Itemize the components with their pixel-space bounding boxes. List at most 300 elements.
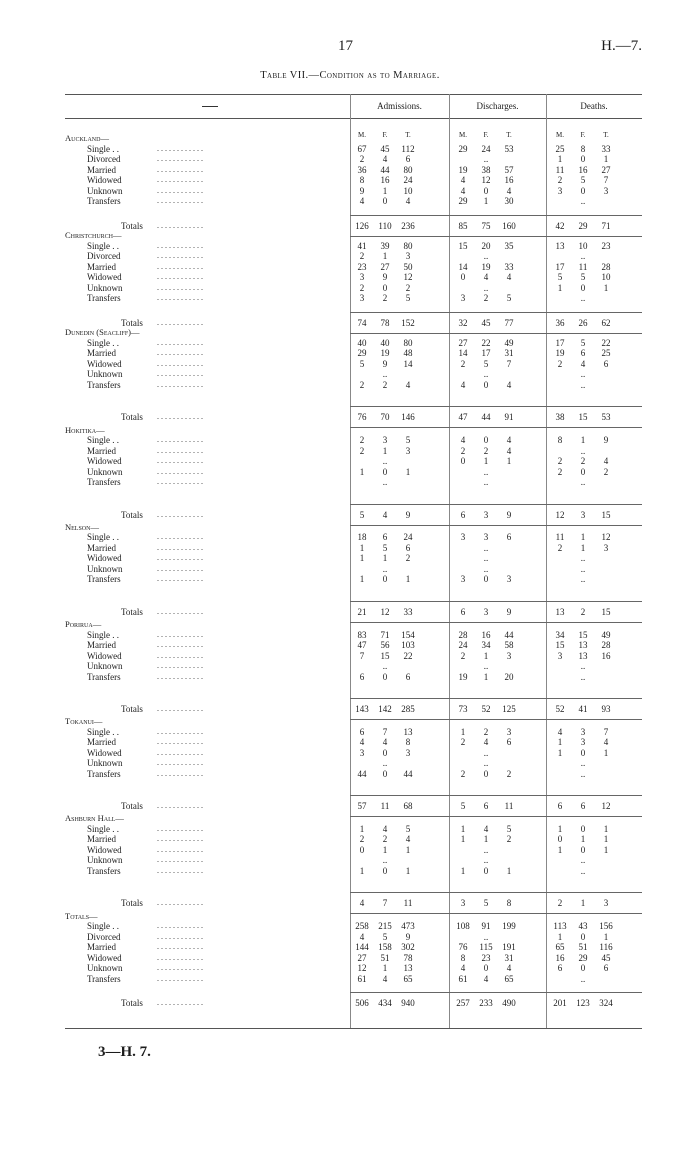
- value-cell: 1: [603, 823, 609, 834]
- value-cell: 35: [504, 240, 514, 251]
- value-cell: 6: [405, 671, 411, 682]
- leader-dots: . . . . . . . . . . . .: [157, 640, 203, 649]
- subheader-cell: T.: [603, 131, 609, 139]
- leader-dots: . . . . . . . . . . . .: [157, 143, 203, 153]
- row-label: Transfers: [87, 196, 121, 206]
- table-row: [65, 758, 642, 769]
- page-number: 17: [338, 38, 353, 54]
- totals-cell: 11: [504, 801, 514, 812]
- totals-row: [65, 221, 642, 232]
- value-cell: 7: [359, 650, 365, 661]
- value-cell: ..: [483, 251, 489, 262]
- value-cell: 27: [601, 164, 611, 175]
- row-label: Single . .: [87, 337, 120, 348]
- totals-cell: 285: [401, 704, 415, 714]
- table-row: [65, 467, 642, 478]
- value-cell: 57: [504, 164, 514, 175]
- row-label: Married: [87, 737, 116, 748]
- row-label: Widowed: [87, 272, 122, 283]
- value-cell: 29: [357, 348, 367, 359]
- value-cell: 10: [601, 272, 611, 283]
- value-cell: 51: [578, 942, 588, 953]
- totals-cell: 70: [380, 412, 390, 423]
- leader-dots: . . . . . . . . . . . .: [157, 337, 203, 347]
- value-cell: ..: [483, 553, 489, 564]
- value-cell: 5: [405, 293, 411, 304]
- value-cell: 1: [603, 282, 609, 293]
- leader-dots: . . . . . . . . . . . .: [157, 973, 203, 983]
- totals-cell: 41: [578, 704, 588, 714]
- value-cell: 15: [458, 240, 468, 251]
- value-cell: ..: [382, 477, 388, 488]
- table-row: [65, 748, 642, 759]
- value-cell: ..: [580, 369, 586, 380]
- totals-rule: [350, 698, 642, 699]
- subheader-cell: M.: [556, 131, 564, 139]
- totals-cell: 76: [357, 412, 367, 423]
- row-label: Widowed: [87, 952, 122, 963]
- row-label: Divorced: [87, 931, 121, 942]
- value-cell: 40: [357, 337, 367, 348]
- row-label: Single . .: [87, 240, 120, 251]
- leader-dots: . . . . . . . . . . . .: [157, 574, 203, 584]
- value-cell: 53: [504, 143, 514, 154]
- value-cell: ..: [580, 973, 586, 984]
- value-cell: ..: [382, 456, 388, 467]
- value-cell: 65: [555, 942, 565, 953]
- totals-label: Totals: [121, 509, 143, 520]
- value-cell: 1: [460, 834, 466, 845]
- value-cell: 0: [483, 865, 489, 876]
- leader-dots: . . . . . . . . . . . .: [157, 855, 203, 865]
- totals-cell: 26: [578, 317, 588, 328]
- value-cell: 1: [557, 747, 563, 758]
- value-cell: 78: [403, 952, 413, 963]
- value-cell: 8: [359, 175, 365, 185]
- value-cell: 2: [460, 445, 466, 456]
- value-cell: 19: [481, 261, 491, 272]
- leader-dots: . . . . . . . . . . . .: [157, 185, 203, 195]
- value-cell: 16: [601, 650, 611, 661]
- leader-dots: . . . . . . . . . . . .: [157, 952, 203, 962]
- section-name: Auckland—: [65, 133, 109, 143]
- totals-cell: 52: [555, 704, 565, 714]
- row-label: Transfers: [87, 574, 121, 585]
- totals-cell: 85: [458, 220, 468, 231]
- value-cell: ..: [483, 154, 489, 164]
- row-label: Widowed: [87, 358, 122, 369]
- totals-cell: 6: [460, 509, 466, 520]
- leader-dots: . . . . . . . . . . . .: [157, 261, 203, 271]
- leader-dots: . . . . . . . . . . . .: [157, 379, 203, 389]
- value-cell: ..: [483, 747, 489, 758]
- table-row: [65, 262, 642, 273]
- value-cell: 1: [557, 931, 563, 942]
- leader-dots: . . . . . . . . . . . .: [157, 998, 203, 1008]
- totals-cell: 506: [355, 998, 369, 1009]
- value-cell: 0: [580, 931, 586, 942]
- value-cell: ..: [382, 369, 388, 380]
- value-cell: ..: [580, 574, 586, 585]
- value-cell: 7: [506, 358, 512, 369]
- leader-dots: . . . . . . . . . . . .: [157, 445, 203, 455]
- leader-dots: . . . . . . . . . . . .: [157, 282, 203, 292]
- value-cell: 16: [481, 629, 491, 640]
- value-cell: ..: [580, 865, 586, 876]
- value-cell: 4: [506, 963, 512, 974]
- value-cell: ..: [483, 282, 489, 293]
- leader-dots: . . . . . . . . . . . .: [157, 240, 203, 250]
- value-cell: 13: [403, 963, 413, 974]
- table-row: [65, 435, 642, 446]
- subheader-cell: F.: [382, 131, 388, 139]
- row-label: Married: [87, 942, 116, 953]
- value-cell: 4: [382, 154, 388, 164]
- totals-cell: 13: [555, 606, 565, 617]
- totals-label: Totals: [121, 801, 143, 812]
- table-row: [65, 737, 642, 748]
- subheader-cell: F.: [483, 131, 489, 139]
- value-cell: 10: [403, 185, 413, 196]
- value-cell: 7: [382, 726, 388, 737]
- leader-dots: . . . . . . . . . . . .: [157, 466, 203, 476]
- value-cell: 14: [403, 358, 413, 369]
- value-cell: 16: [504, 175, 514, 185]
- value-cell: 1: [359, 553, 365, 564]
- value-cell: 0: [382, 747, 388, 758]
- value-cell: 2: [460, 650, 466, 661]
- value-cell: 2: [359, 282, 365, 293]
- value-cell: 115: [479, 942, 493, 953]
- value-cell: 15: [555, 640, 565, 650]
- value-cell: 8: [405, 737, 411, 748]
- row-label: Widowed: [87, 747, 122, 758]
- row-label: Single . .: [87, 726, 120, 737]
- value-cell: 5: [405, 435, 411, 446]
- row-label: Single . .: [87, 629, 120, 640]
- totals-rule: [350, 406, 642, 407]
- value-cell: 31: [504, 952, 514, 963]
- table-row: [65, 251, 642, 262]
- value-cell: 12: [357, 963, 367, 974]
- totals-cell: 7: [382, 898, 388, 909]
- value-cell: 3: [483, 532, 489, 543]
- value-cell: 12: [481, 175, 491, 185]
- leader-dots: . . . . . . . . . . . .: [157, 671, 203, 681]
- table-row: [65, 769, 642, 780]
- totals-cell: 12: [601, 801, 611, 812]
- value-cell: 23: [601, 240, 611, 251]
- value-cell: 2: [557, 358, 563, 369]
- table-row: [65, 963, 642, 974]
- row-label: Widowed: [87, 844, 122, 855]
- value-cell: 144: [355, 942, 369, 953]
- leader-dots: . . . . . . . . . . . .: [157, 737, 203, 747]
- leader-dots: . . . . . . . . . . . .: [157, 154, 203, 163]
- header-discharges: Discharges.: [476, 101, 519, 111]
- totals-label: Totals: [121, 317, 143, 328]
- value-cell: ..: [483, 855, 489, 866]
- leader-dots: . . . . . . . . . . . .: [157, 921, 203, 931]
- totals-cell: 940: [401, 998, 415, 1009]
- value-cell: 14: [458, 261, 468, 272]
- value-cell: ..: [382, 758, 388, 769]
- value-cell: 51: [380, 952, 390, 963]
- value-cell: 103: [401, 640, 415, 650]
- value-cell: 1: [382, 185, 388, 196]
- value-cell: 5: [580, 272, 586, 283]
- value-cell: 2: [603, 466, 609, 477]
- table-row: [65, 953, 642, 964]
- row-label: Single . .: [87, 823, 120, 834]
- section-rule: [350, 816, 642, 817]
- totals-cell: 15: [601, 606, 611, 617]
- value-cell: 0: [580, 747, 586, 758]
- value-cell: 0: [382, 671, 388, 682]
- value-cell: 16: [555, 952, 565, 963]
- table-row: [65, 456, 642, 467]
- value-cell: 0: [382, 865, 388, 876]
- value-cell: ..: [382, 661, 388, 671]
- value-cell: 1: [483, 834, 489, 845]
- value-cell: 16: [380, 175, 390, 185]
- totals-row: [65, 412, 642, 423]
- header-rule: [65, 118, 642, 119]
- value-cell: 61: [357, 973, 367, 984]
- row-label: Single . .: [87, 921, 120, 932]
- row-label: Transfers: [87, 477, 121, 488]
- row-label: Unknown: [87, 758, 123, 769]
- value-cell: 1: [580, 532, 586, 543]
- value-cell: 113: [553, 921, 567, 932]
- totals-row: [65, 998, 642, 1009]
- value-cell: 0: [483, 574, 489, 585]
- value-cell: 34: [555, 629, 565, 640]
- totals-cell: 62: [601, 317, 611, 328]
- value-cell: 50: [403, 261, 413, 272]
- totals-cell: 78: [380, 317, 390, 328]
- value-cell: 33: [504, 261, 514, 272]
- value-cell: 13: [555, 240, 565, 251]
- section-name: Porirua—: [65, 619, 102, 629]
- value-cell: 2: [359, 379, 365, 390]
- totals-cell: 233: [479, 998, 493, 1009]
- value-cell: 49: [601, 629, 611, 640]
- section-name: Totals—: [65, 910, 98, 921]
- value-cell: 1: [557, 737, 563, 748]
- table-row: [65, 974, 642, 985]
- value-cell: 6: [603, 963, 609, 974]
- value-cell: 1: [557, 282, 563, 293]
- leader-dots: . . . . . . . . . . . .: [157, 272, 203, 282]
- value-cell: 4: [483, 272, 489, 283]
- value-cell: 5: [506, 823, 512, 834]
- value-cell: 0: [382, 282, 388, 293]
- totals-cell: 75: [481, 220, 491, 231]
- totals-row: [65, 607, 642, 618]
- value-cell: 5: [483, 358, 489, 369]
- section-name: Hokitika—: [65, 424, 105, 435]
- value-cell: 6: [405, 542, 411, 553]
- totals-row: [65, 801, 642, 812]
- value-cell: 9: [405, 931, 411, 942]
- value-cell: 2: [557, 466, 563, 477]
- leader-dots: . . . . . . . . . . . .: [157, 509, 203, 519]
- value-cell: 2: [359, 435, 365, 446]
- leader-dots: . . . . . . . . . . . .: [157, 532, 203, 542]
- value-cell: 2: [359, 251, 365, 262]
- totals-cell: 45: [481, 317, 491, 328]
- row-label: Married: [87, 445, 116, 456]
- section-name: Tokanui—: [65, 716, 103, 727]
- row-label: Unknown: [87, 185, 123, 196]
- first-column-header-text: [202, 99, 211, 109]
- value-cell: 71: [380, 629, 390, 640]
- value-cell: 1: [382, 251, 388, 262]
- leader-dots: . . . . . . . . . . . .: [157, 963, 203, 973]
- value-cell: 65: [504, 973, 514, 984]
- table-row: [65, 727, 642, 738]
- value-cell: 15: [578, 629, 588, 640]
- value-cell: 1: [460, 726, 466, 737]
- table-row: [65, 651, 642, 662]
- value-cell: ..: [580, 758, 586, 769]
- row-label: Transfers: [87, 379, 121, 390]
- totals-cell: 42: [555, 220, 565, 231]
- value-cell: 3: [405, 747, 411, 758]
- value-cell: ..: [483, 466, 489, 477]
- totals-rule: [350, 312, 642, 313]
- totals-cell: 201: [553, 998, 567, 1009]
- value-cell: 34: [481, 640, 491, 650]
- value-cell: 13: [578, 640, 588, 650]
- row-label: Divorced: [87, 251, 121, 262]
- table-row: [65, 672, 642, 683]
- value-cell: 302: [401, 942, 415, 953]
- value-cell: 3: [580, 726, 586, 737]
- row-label: Unknown: [87, 282, 123, 293]
- value-cell: 1: [603, 931, 609, 942]
- value-cell: 6: [382, 532, 388, 543]
- value-cell: 43: [578, 921, 588, 932]
- value-cell: 0: [483, 185, 489, 196]
- row-label: Single . .: [87, 532, 120, 543]
- value-cell: 108: [456, 921, 470, 932]
- leader-dots: . . . . . . . . . . . .: [157, 348, 203, 358]
- value-cell: 6: [603, 358, 609, 369]
- row-label: Transfers: [87, 973, 121, 984]
- row-label: Transfers: [87, 671, 121, 682]
- leader-dots: . . . . . . . . . . . .: [157, 823, 203, 833]
- totals-cell: 77: [504, 317, 514, 328]
- row-label: Married: [87, 542, 116, 553]
- totals-cell: 11: [403, 898, 413, 909]
- row-label: Widowed: [87, 650, 122, 661]
- totals-cell: 110: [378, 220, 392, 231]
- leader-dots: . . . . . . . . . . . .: [157, 164, 203, 174]
- value-cell: 2: [483, 293, 489, 304]
- totals-cell: 3: [580, 509, 586, 520]
- totals-cell: 47: [458, 412, 468, 423]
- totals-cell: 93: [601, 704, 611, 714]
- leader-dots: . . . . . . . . . . . .: [157, 801, 203, 811]
- totals-label: Totals: [121, 898, 143, 909]
- value-cell: 4: [460, 435, 466, 446]
- value-cell: 4: [359, 196, 365, 206]
- value-cell: 1: [483, 196, 489, 206]
- subheader-cell: T.: [506, 131, 512, 139]
- value-cell: 44: [357, 768, 367, 779]
- row-label: Unknown: [87, 963, 123, 974]
- totals-cell: 5: [359, 509, 365, 520]
- value-cell: 3: [557, 650, 563, 661]
- value-cell: 4: [405, 379, 411, 390]
- value-cell: 0: [483, 379, 489, 390]
- totals-cell: 160: [502, 220, 516, 231]
- value-cell: 0: [580, 282, 586, 293]
- totals-cell: 36: [555, 317, 565, 328]
- value-cell: 5: [506, 293, 512, 304]
- value-cell: 9: [603, 435, 609, 446]
- totals-cell: 11: [380, 801, 390, 812]
- totals-label: Totals: [121, 220, 143, 231]
- value-cell: 2: [460, 358, 466, 369]
- value-cell: 6: [580, 348, 586, 359]
- value-cell: 20: [504, 671, 514, 682]
- leader-dots: . . . . . . . . . . . .: [157, 196, 203, 205]
- value-cell: 4: [382, 823, 388, 834]
- leader-dots: . . . . . . . . . . . .: [157, 942, 203, 952]
- value-cell: 1: [359, 865, 365, 876]
- value-cell: 1: [405, 865, 411, 876]
- totals-rule: [350, 601, 642, 602]
- value-cell: 27: [380, 261, 390, 272]
- table-row: [65, 175, 642, 186]
- value-cell: 8: [557, 435, 563, 446]
- row-label: Married: [87, 640, 116, 650]
- value-cell: 6: [405, 154, 411, 164]
- value-cell: 29: [458, 196, 468, 206]
- leader-dots: . . . . . . . . . . . .: [157, 844, 203, 854]
- value-cell: 1: [382, 963, 388, 974]
- section-name: Dunedin (Seacliff)—: [65, 327, 140, 338]
- value-cell: 1: [506, 456, 512, 467]
- value-cell: 17: [555, 337, 565, 348]
- value-cell: 19: [458, 164, 468, 175]
- value-cell: 11: [555, 164, 565, 175]
- value-cell: 1: [460, 865, 466, 876]
- value-cell: 3: [405, 251, 411, 262]
- value-cell: 4: [483, 823, 489, 834]
- value-cell: ..: [580, 563, 586, 574]
- value-cell: 24: [481, 143, 491, 154]
- value-cell: 49: [504, 337, 514, 348]
- value-cell: ..: [483, 844, 489, 855]
- value-cell: ..: [483, 931, 489, 942]
- value-cell: 15: [380, 650, 390, 661]
- value-cell: 19: [380, 348, 390, 359]
- totals-cell: 146: [401, 412, 415, 423]
- totals-cell: 9: [405, 509, 411, 520]
- totals-cell: 142: [378, 704, 392, 714]
- value-cell: 25: [601, 348, 611, 359]
- value-cell: 1: [603, 154, 609, 164]
- value-cell: 24: [403, 175, 413, 185]
- value-cell: 9: [382, 272, 388, 283]
- value-cell: 1: [382, 553, 388, 564]
- table-row: [65, 630, 642, 641]
- row-label: Unknown: [87, 661, 123, 671]
